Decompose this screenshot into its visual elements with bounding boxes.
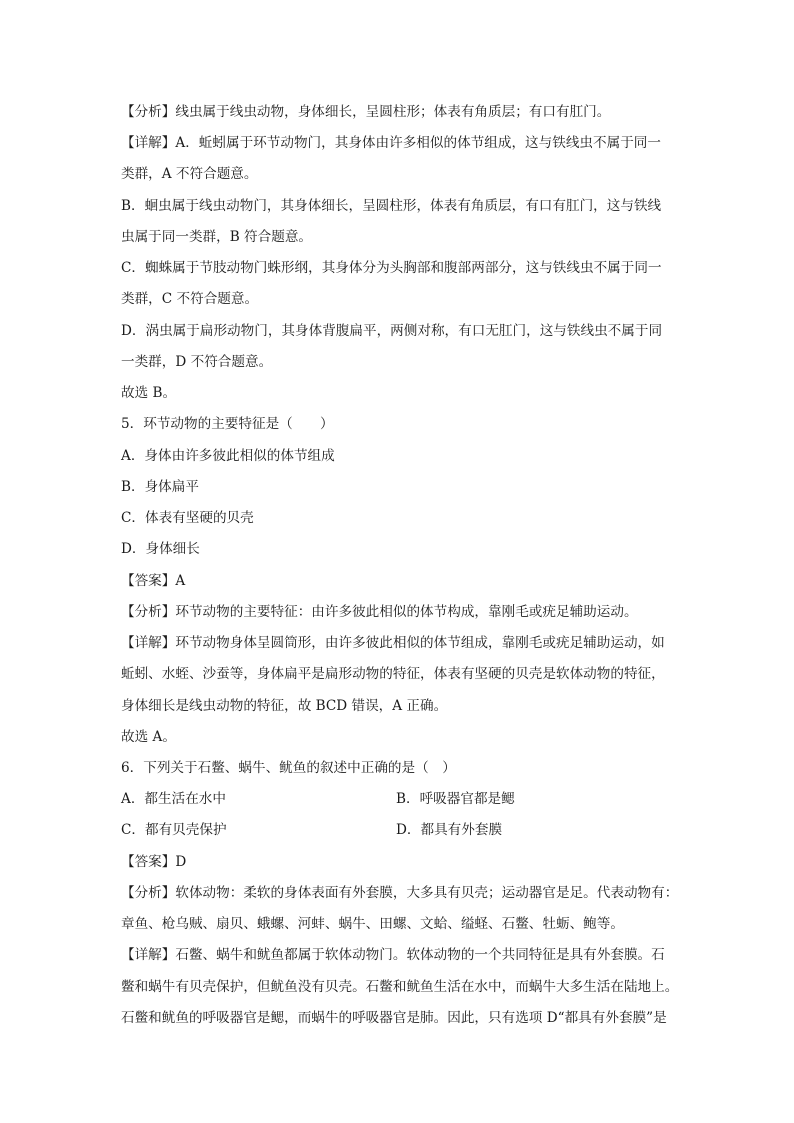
- text-line: 虫属于同一类群，B 符合题意。: [121, 229, 313, 245]
- q5-option-a: A．身体由许多彼此相似的体节组成: [121, 448, 335, 464]
- q5-analysis: 【分析】环节动物的主要特征：由许多彼此相似的体节构成，靠刚毛或疣足辅助运动。: [121, 604, 638, 620]
- text-line: 章鱼、枪乌贼、扇贝、蛾螺、河蚌、蜗牛、田螺、文蛤、缢蛏、石鳖、牡蛎、鲍等。: [121, 916, 624, 932]
- text-line: 身体细长是线虫动物的特征，故 BCD 错误，A 正确。: [121, 698, 448, 714]
- text-line: 类群，A 不符合题意。: [121, 166, 258, 182]
- text-line: 石鳖和鱿鱼的呼吸器官是鳃，而蜗牛的呼吸器官是肺。因此，只有选项 D“都具有外套膜”是: [121, 1010, 667, 1026]
- q6-answer: 【答案】D: [121, 854, 187, 870]
- q5-option-d: D．身体细长: [121, 541, 200, 557]
- q6-option-c: C．都有贝壳保护: [121, 822, 227, 838]
- text-line: 鳖和蜗牛有贝壳保护，但鱿鱼没有贝壳。石鳖和鱿鱼生活在水中，而蜗牛大多生活在陆地上。: [121, 979, 679, 995]
- detail-line: 【详解】A．蚯蚓属于环节动物门，其身体由许多相似的体节组成，这与铁线虫不属于同一: [121, 135, 661, 151]
- q6-option-d: D．都具有外套膜: [396, 822, 503, 838]
- conclusion-line: 故选 B。: [121, 385, 177, 401]
- conclusion-line: 故选 A。: [121, 729, 176, 745]
- q6-option-b: B．呼吸器官都是鳃: [396, 791, 515, 807]
- q6-detail: 【详解】石鳖、蜗牛和鱿鱼都属于软体动物门。软体动物的一个共同特征是具有外套膜。石: [121, 947, 665, 963]
- text-line: 蚯蚓、水蛭、沙蚕等，身体扁平是扁形动物的特征，体表有坚硬的贝壳是软体动物的特征，: [121, 666, 665, 682]
- q6-analysis: 【分析】软体动物：柔软的身体表面有外套膜，大多具有贝壳；运动器官是足。代表动物有：: [121, 885, 679, 901]
- q6-option-a: A．都生活在水中: [121, 791, 226, 807]
- text-line: D．涡虫属于扁形动物门，其身体背腹扁平，两侧对称，有口无肛门，这与铁线虫不属于同: [121, 323, 663, 339]
- analysis-line: 【分析】线虫属于线虫动物，身体细长，呈圆柱形；体表有角质层；有口有肛门。: [121, 104, 611, 120]
- q5-detail: 【详解】环节动物身体呈圆筒形，由许多彼此相似的体节组成，靠刚毛或疣足辅助运动，如: [121, 635, 665, 651]
- q5-option-c: C．体表有坚硬的贝壳: [121, 510, 254, 526]
- question-6: 6．下列关于石鳖、蜗牛、鱿鱼的叙述中正确的是（ ）: [121, 760, 456, 776]
- question-5: 5．环节动物的主要特征是（ ）: [121, 416, 334, 432]
- q5-answer: 【答案】A: [121, 573, 186, 589]
- text-line: B．蛔虫属于线虫动物门，其身体细长，呈圆柱形，体表有角质层，有口有肛门，这与铁线: [121, 198, 662, 214]
- q5-option-b: B．身体扁平: [121, 479, 199, 495]
- text-line: C．蜘蛛属于节肢动物门蛛形纲，其身体分为头胸部和腹部两部分，这与铁线虫不属于同一: [121, 260, 662, 276]
- text-line: 类群，C 不符合题意。: [121, 291, 259, 307]
- text-line: 一类群，D 不符合题意。: [121, 354, 273, 370]
